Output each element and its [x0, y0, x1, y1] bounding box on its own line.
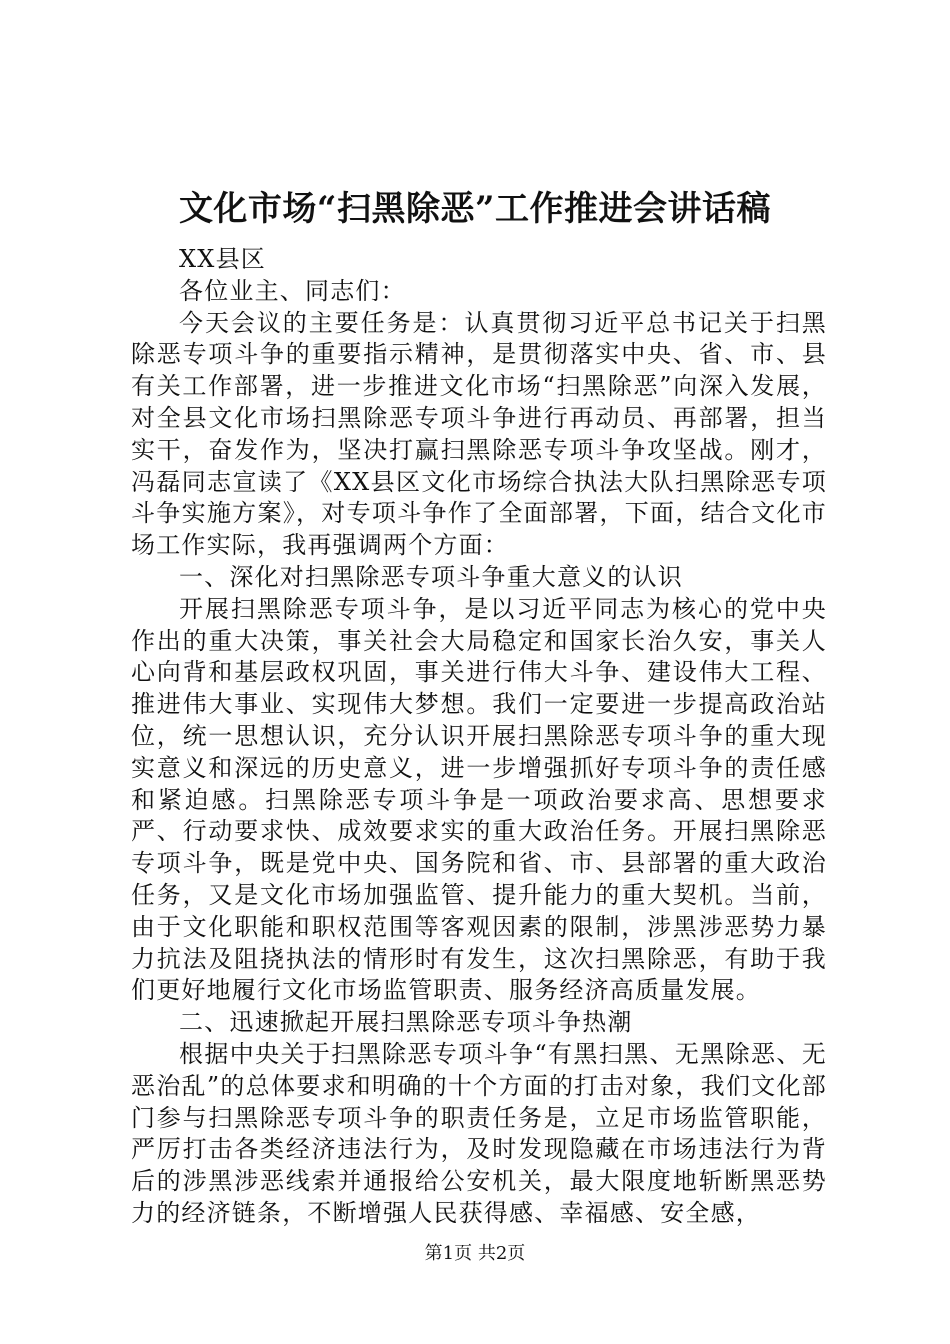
document-title: 文化市场“扫黑除恶”工作推进会讲话稿 — [178, 189, 772, 229]
paragraph-intro: 今天会议的主要任务是：认真贯彻习近平总书记关于扫黑除恶专项斗争的重要指示精神，是贯彻落实中央、省、市、县有关工作部署，进一步推进文化市场“扫黑除恶”向深入发展，对全县文化市场扫黑除恶专项斗争进行再动员、再部署，担当实干，奋发作为，坚决打赢扫黑除恶专项斗争攻坚战。刚才，冯磊同志宣读了《XX县区文化市场综合执法大队扫黑除恶专项斗争实施方案》，对专项斗争作了全面部署，下面，结合文化市场工作实际，我再强调两个方面： — [131, 308, 827, 560]
section-heading-1: 一、深化对扫黑除恶专项斗争重大意义的认识 — [179, 562, 683, 591]
location-line: XX县区 — [179, 245, 266, 273]
paragraph-section-2: 根据中央关于扫黑除恶专项斗争“有黑扫黑、无黑除恶、无恶治乱”的总体要求和明确的十个方面的打击对象，我们文化部门参与扫黑除恶专项斗争的职责任务是，立足市场监管职能，严厉打击各类经济违法行为，及时发现隐藏在市场违法行为背后的涉黑涉恶线索并通报给公安机关，最大限度地斩断黑恶势力的经济链条，不断增强人民获得感、幸福感、安全感， — [131, 1039, 827, 1227]
page-number-footer: 第1页 共2页 — [424, 1243, 526, 1264]
salutation: 各位业主、同志们： — [179, 276, 406, 305]
section-heading-2: 二、迅速掀起开展扫黑除恶专项斗争热潮 — [179, 1008, 633, 1037]
document-body — [131, 244, 827, 1230]
paragraph-section-1: 开展扫黑除恶专项斗争，是以习近平同志为核心的党中央作出的重大决策，事关社会大局稳定和国家长治久安，事关人心向背和基层政权巩固，事关进行伟大斗争、建设伟大工程、推进伟大事业、实现伟大梦想。我们一定要进一步提高政治站位，统一思想认识，充分认识开展扫黑除恶专项斗争的重大现实意义和深远的历史意义，进一步增强抓好专项斗争的责任感和紧迫感。扫黑除恶专项斗争是一项政治要求高、思想要求严、行动要求快、成效要求实的重大政治任务。开展扫黑除恶专项斗争，既是党中央、国务院和省、市、县部署的重大政治任务，又是文化市场加强监管、提升能力的重大契机。当前，由于文化职能和职权范围等客观因素的限制，涉黑涉恶势力暴力抗法及阻挠执法的情形时有发生，这次扫黑除恶，有助于我们更好地履行文化市场监管职责、服务经济高质量发展。 — [131, 594, 827, 1005]
